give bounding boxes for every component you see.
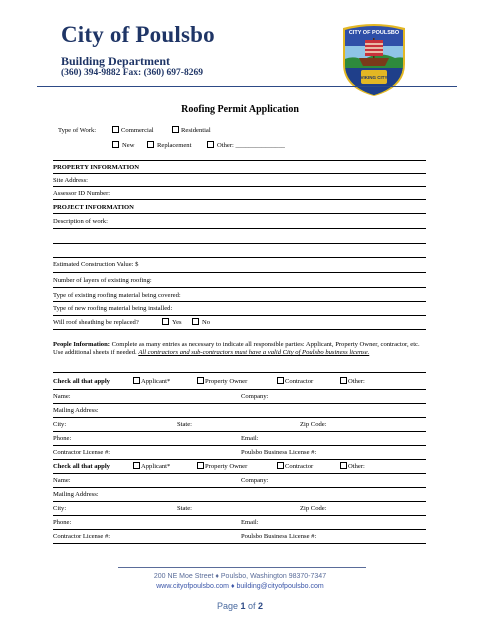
divider	[53, 257, 426, 258]
page-indicator	[0, 601, 480, 611]
contractor-checkbox[interactable]	[277, 377, 284, 384]
applicant-checkbox[interactable]	[133, 462, 140, 469]
mailing-address-field[interactable]: Mailing Address:	[53, 407, 99, 414]
property-owner-checkbox[interactable]	[197, 462, 204, 469]
sheathing-yes-checkbox[interactable]	[162, 318, 169, 325]
seal-bottom-text: VIKING CITY	[360, 75, 388, 80]
replacement-label: Replacement	[157, 142, 192, 149]
name-field[interactable]: Name:	[53, 477, 71, 484]
sheathing-no-label: No	[202, 319, 211, 326]
divider	[53, 417, 426, 418]
site-address-field[interactable]: Site Address:	[53, 177, 88, 184]
description-field[interactable]: Description of work:	[53, 218, 108, 225]
divider	[53, 543, 426, 544]
divider	[53, 515, 426, 516]
divider	[53, 160, 426, 161]
phone-field[interactable]: Phone:	[53, 519, 72, 526]
property-owner-checkbox[interactable]	[197, 377, 204, 384]
city-field[interactable]: City:	[53, 505, 67, 512]
contractor-label: Contractor	[285, 378, 314, 385]
people-info-paragraph	[53, 341, 423, 358]
page-total: 2	[258, 601, 264, 611]
divider	[53, 213, 426, 214]
company-field[interactable]: Company:	[241, 477, 269, 484]
property-info-heading: PROPERTY INFORMATION	[53, 164, 140, 171]
department-name: Building Department	[61, 54, 171, 68]
department-phones: (360) 394-9882 Fax: (360) 697-8269	[61, 68, 203, 78]
email-link[interactable]: building@cityofpoulsbo.com	[236, 583, 324, 590]
zip-field[interactable]: Zip Code:	[300, 421, 327, 428]
property-owner-label: Property Owner	[205, 463, 248, 470]
seal-top-text: CITY OF POULSBO	[348, 30, 400, 36]
state-field[interactable]: State:	[177, 505, 193, 512]
type-of-work-label: Type of Work:	[58, 127, 97, 134]
people-info-emphasis: All contractors and sub-contractors must have a valid City of Poulsbo business license.	[138, 349, 370, 357]
divider	[53, 272, 426, 273]
other-party-label: Other:	[348, 378, 365, 385]
applicant-checkbox[interactable]	[133, 377, 140, 384]
sheathing-yes-label: Yes	[172, 319, 182, 326]
divider	[53, 329, 426, 330]
contractor-license-field[interactable]: Contractor License #:	[53, 449, 111, 456]
email-field[interactable]: Email:	[241, 435, 259, 442]
state-field[interactable]: State:	[177, 421, 193, 428]
divider	[53, 186, 426, 187]
divider	[53, 403, 426, 404]
divider	[53, 431, 426, 432]
replacement-checkbox[interactable]	[147, 141, 154, 148]
page-current: 1	[240, 601, 246, 611]
applicant-label: Applicant*	[141, 378, 171, 385]
footer-separator: ♦	[229, 583, 237, 590]
city-field[interactable]: City:	[53, 421, 67, 428]
contractor-checkbox[interactable]	[277, 462, 284, 469]
new-material-field[interactable]: Type of new roofing material being installed:	[53, 305, 173, 312]
commercial-label: Commercial	[121, 127, 154, 134]
assessor-id-field[interactable]: Assessor ID Number:	[53, 190, 111, 197]
city-title: City of Poulsbo	[61, 22, 215, 47]
construction-value-field[interactable]: Estimated Construction Value: $	[53, 261, 139, 268]
sheathing-question: Will roof sheathing be replaced?	[53, 319, 139, 326]
contractor-license-field[interactable]: Contractor License #:	[53, 533, 111, 540]
business-license-field[interactable]: Poulsbo Business License #:	[241, 449, 317, 456]
phone-field[interactable]: Phone:	[53, 435, 72, 442]
divider	[53, 243, 426, 244]
commercial-checkbox[interactable]	[112, 126, 119, 133]
email-field[interactable]: Email:	[241, 519, 259, 526]
page-prefix: Page	[216, 601, 241, 611]
people-info-label: People Information:	[53, 341, 110, 348]
divider	[53, 501, 426, 502]
company-field[interactable]: Company:	[241, 393, 269, 400]
divider	[53, 199, 426, 200]
zip-field[interactable]: Zip Code:	[300, 505, 327, 512]
website-link[interactable]: www.cityofpoulsbo.com	[156, 583, 230, 590]
divider	[53, 173, 426, 174]
page-of: of	[245, 601, 259, 611]
form-title: Roofing Permit Application	[181, 104, 299, 115]
other-party-checkbox[interactable]	[340, 377, 347, 384]
divider	[53, 372, 426, 373]
new-label: New	[122, 142, 135, 149]
applicant-label: Applicant*	[141, 463, 171, 470]
header-rule	[37, 86, 457, 87]
residential-checkbox[interactable]	[172, 126, 179, 133]
footer-contact	[0, 583, 480, 590]
footer-rule	[118, 567, 366, 568]
footer-address: 200 NE Moe Street ♦ Poulsbo, Washington 98370-7347	[153, 573, 327, 580]
divider	[53, 487, 426, 488]
divider	[53, 315, 426, 316]
sheathing-no-checkbox[interactable]	[192, 318, 199, 325]
business-license-field[interactable]: Poulsbo Business License #:	[241, 533, 317, 540]
layers-field[interactable]: Number of layers of existing roofing:	[53, 277, 152, 284]
project-info-heading: PROJECT INFORMATION	[53, 204, 134, 211]
name-field[interactable]: Name:	[53, 393, 71, 400]
divider	[53, 459, 426, 460]
divider	[53, 228, 426, 229]
property-owner-label: Property Owner	[205, 378, 248, 385]
other-work-field[interactable]: Other: _______________	[217, 142, 285, 149]
divider	[53, 301, 426, 302]
divider	[53, 445, 426, 446]
divider	[53, 287, 426, 288]
people-info-text: Complete as many entries as necessary to indicate all responsible parties: Applicant, Property Owner, contractor, etc. Use additional sheets if needed.	[53, 341, 420, 357]
existing-material-field[interactable]: Type of existing roofing material being covered:	[53, 292, 181, 299]
other-work-checkbox[interactable]	[207, 141, 214, 148]
other-party-checkbox[interactable]	[340, 462, 347, 469]
check-all-label: Check all that apply	[53, 378, 110, 385]
divider	[53, 473, 426, 474]
new-checkbox[interactable]	[112, 141, 119, 148]
mailing-address-field[interactable]: Mailing Address:	[53, 491, 99, 498]
residential-label: Residential	[181, 127, 211, 134]
divider	[53, 529, 426, 530]
other-party-label: Other:	[348, 463, 365, 470]
contractor-label: Contractor	[285, 463, 314, 470]
divider	[53, 389, 426, 390]
check-all-label: Check all that apply	[53, 463, 110, 470]
